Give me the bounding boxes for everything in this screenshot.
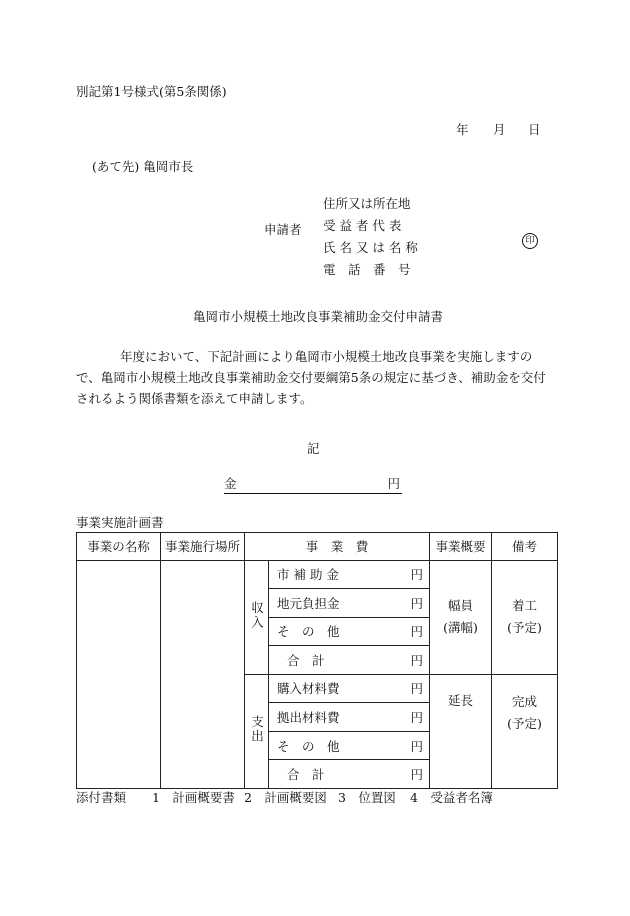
attachment-item: 4 受益者名簿 — [409, 790, 493, 805]
attachment-item: 3 位置図 — [337, 790, 396, 805]
header-location: 事業施行場所 — [161, 533, 245, 561]
yen-unit: 円 — [410, 738, 423, 754]
remarks-start-planned: (予定) — [507, 620, 542, 636]
income-row-total — [269, 646, 430, 675]
header-summary: 事業概要 — [430, 533, 492, 561]
yen-unit: 円 — [410, 681, 423, 697]
yen-unit: 円 — [410, 567, 423, 583]
table-row — [77, 560, 558, 589]
form-label: 別記第1号様式(第5条関係) — [76, 84, 227, 99]
body-text: 年度において、下記計画により亀岡市小規模土地改良事業を実施しますので、亀岡市小規模土地改良事業補助金交付要綱第5条の規定に基づき、補助金を交付されるよう関係書類を添えて申請します。 — [76, 349, 546, 406]
applicant-address-label: 住所又は所在地 — [323, 196, 411, 211]
expense-row-other — [269, 731, 430, 760]
applicant-name-label: 氏 名 又 は 名 称 — [323, 240, 418, 255]
ki-heading: 記 — [307, 441, 320, 456]
income-label: 収入 — [249, 601, 265, 631]
income-row-subsidy — [269, 560, 430, 589]
income-row-local-share — [269, 589, 430, 618]
remarks-complete: 完成 — [511, 693, 537, 709]
income-row-label: 地元負担金 — [277, 595, 340, 611]
applicant-phone-label: 電 話 番 号 — [323, 262, 411, 277]
applicant-fields — [323, 196, 418, 284]
expense-row-label: 拠出材料費 — [277, 710, 340, 726]
plan-table — [76, 532, 558, 789]
expense-row-contributed — [269, 703, 430, 732]
date-year: 年 — [456, 122, 469, 137]
expense-row-purchase — [269, 674, 430, 703]
summary-channel-width: (溝幅) — [443, 620, 478, 636]
summary-cell-bottom — [430, 674, 492, 788]
attachment-item: 2 計画概要図 — [243, 790, 327, 805]
summary-length: 延長 — [447, 692, 473, 708]
applicant-representative-label: 受 益 者 代 表 — [323, 218, 402, 233]
attachments — [76, 792, 493, 805]
yen-unit: 円 — [410, 767, 423, 783]
summary-cell-top — [430, 560, 492, 674]
applicant-label: 申請者 — [264, 222, 302, 237]
seal-mark: 印 — [522, 233, 538, 249]
income-row-label: 市 補 助 金 — [277, 567, 339, 583]
remarks-cell-top — [492, 560, 558, 674]
expense-label-cell — [245, 674, 269, 788]
yen-unit: 円 — [410, 710, 423, 726]
addressee: (あて先) 亀岡市長 — [92, 159, 194, 174]
header-project-name: 事業の名称 — [77, 533, 161, 561]
amount-line — [224, 477, 402, 494]
remarks-start: 着工 — [511, 598, 537, 614]
income-row-label: 合 計 — [287, 652, 325, 668]
remarks-cell-bottom — [492, 674, 558, 788]
location-cell — [161, 560, 245, 788]
header-project-cost: 事 業 費 — [245, 533, 430, 561]
project-name-cell — [77, 560, 161, 788]
income-label-cell — [245, 560, 269, 674]
remarks-complete-planned: (予定) — [507, 715, 542, 731]
amount-prefix: 金 — [224, 476, 237, 491]
expense-row-label: そ の 他 — [277, 738, 340, 754]
attachment-item: 1 計画概要書 — [151, 790, 235, 805]
summary-width: 幅員 — [447, 598, 473, 614]
table-header-row — [77, 533, 558, 561]
attachments-label: 添付書類 — [76, 790, 127, 805]
date-month: 月 — [493, 122, 506, 137]
income-row-label: そ の 他 — [277, 624, 340, 640]
header-remarks: 備考 — [492, 533, 558, 561]
expense-label: 支出 — [249, 715, 265, 745]
expense-row-label: 購入材料費 — [277, 681, 340, 697]
amount-suffix: 円 — [387, 476, 400, 491]
plan-caption: 事業実施計画書 — [76, 515, 164, 530]
yen-unit: 円 — [410, 595, 423, 611]
expense-row-label: 合 計 — [287, 767, 325, 783]
yen-unit: 円 — [410, 624, 423, 640]
date-day: 日 — [528, 122, 541, 137]
yen-unit: 円 — [410, 652, 423, 668]
income-row-other — [269, 617, 430, 646]
document-title: 亀岡市小規模土地改良事業補助金交付申請書 — [193, 309, 444, 324]
expense-row-total — [269, 760, 430, 789]
